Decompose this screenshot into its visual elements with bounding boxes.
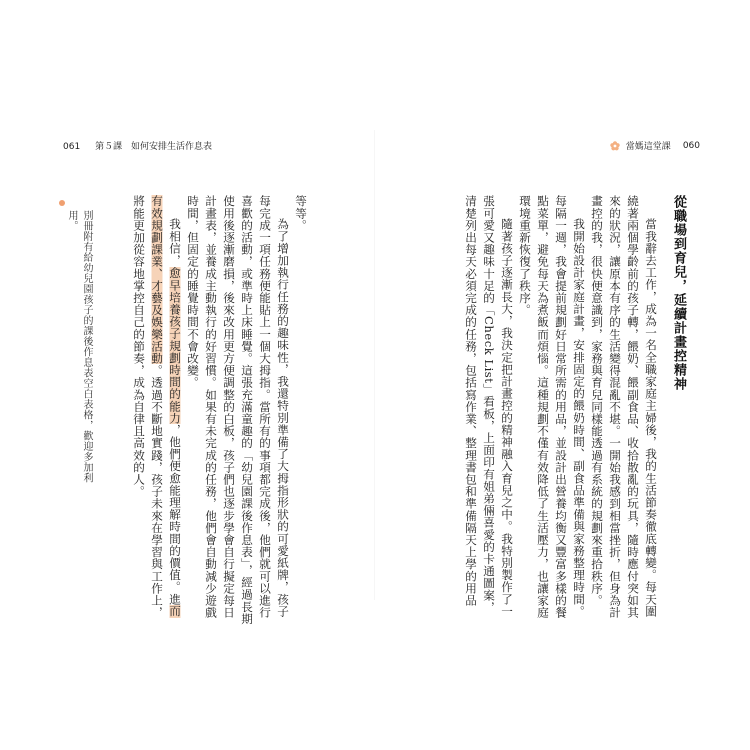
left-running-header	[63, 139, 212, 152]
lesson-label: 第５課	[95, 142, 123, 152]
paragraph-text: ，他們便愈能理解時間的價值。進	[168, 423, 182, 606]
paragraph: 我開始設計家庭計畫，安排固定的餵奶時間、副食品準備與家務整理時間。每隔一週，我會提前規劃好日常所需的用品，並設計出營養均衡又豐富多樣的餐點菜單，避免每天為煮飯而煩惱。這種規劃不僅有效降低了生活壓力，也讓家庭環境重新恢復了秩序。	[518, 195, 586, 619]
note-bullet-icon	[59, 200, 65, 206]
left-body-text	[110, 195, 310, 625]
paragraph: 為了增加執行任務的趣味性，我還特別準備了大拇指形狀的可愛紙牌，孩子每完成一項任務便能貼上一個大拇指。當所有的事項都完成後，他們就可以進行喜歡的活動，或準時上床睡覺。這張充滿童趣的「幼兒園課後作息表」，經過長期使用後逐漸磨損，後來改用更方便調整的白板，孩子們也逐步學會自行擬定每日計畫表，並養成主動執行的好習慣。如果有未完成的任務，他們會自動減少遊戲時間，但固定的睡覺時間不會改變。	[186, 195, 290, 625]
right-page-number: 060	[682, 140, 700, 151]
section-heading: 從職場到育兒，延續計畫控精神	[671, 195, 686, 391]
sidebar-note: 別冊附有給幼兒園孩子的課後作息表空白表格，歡迎多加利用。	[66, 210, 92, 483]
highlighted-phrase: 愈早培養孩子規劃時間的能力	[168, 266, 182, 424]
paragraph: 等等。	[294, 195, 308, 232]
book-title: 當媽這堂課	[625, 142, 671, 152]
left-page-number: 061	[63, 142, 81, 152]
highlighted-phrase: 而有效規劃課業、才藝及娛樂活動	[150, 195, 182, 618]
flower-icon	[610, 141, 620, 151]
paragraph: 隨著孩子逐漸長大，我決定把計畫控的精神融入育兒之中。我特別製作了一張可愛又趣味十足的「Check List」看板，上面印有姐弟倆喜愛的卡通圖案，清楚列出每天必須完成的任務，包括寫作業、整理書包和準備隔天上學的用品	[464, 195, 514, 618]
right-running-header	[610, 139, 700, 152]
paragraph-text: 。透過不斷地實踐，孩子未來在學習與工作上，將能更加從容地掌控自己的節奏，成為自律且高效的人。	[132, 195, 164, 619]
paragraph-text: 我相信，	[168, 218, 182, 267]
chapter-title: 如何安排生活作息表	[130, 142, 212, 152]
right-body-text	[420, 195, 660, 625]
highlighted-paragraph	[130, 195, 184, 625]
paragraph: 當我辭去工作，成為一名全職家庭主婦後，我的生活節奏徹底轉變。每天圍繞著兩個學齡前的孩子轉，餵奶、餵副食品、收拾散亂的玩具，隨時應付突如其來的狀況，讓原本有序的生活變得混亂不堪。一開始我感到相當挫折，但身為計畫控的我，很快便意識到，家務與育兒同樣能透過有系統的規劃來重拾秩序。	[590, 195, 658, 619]
